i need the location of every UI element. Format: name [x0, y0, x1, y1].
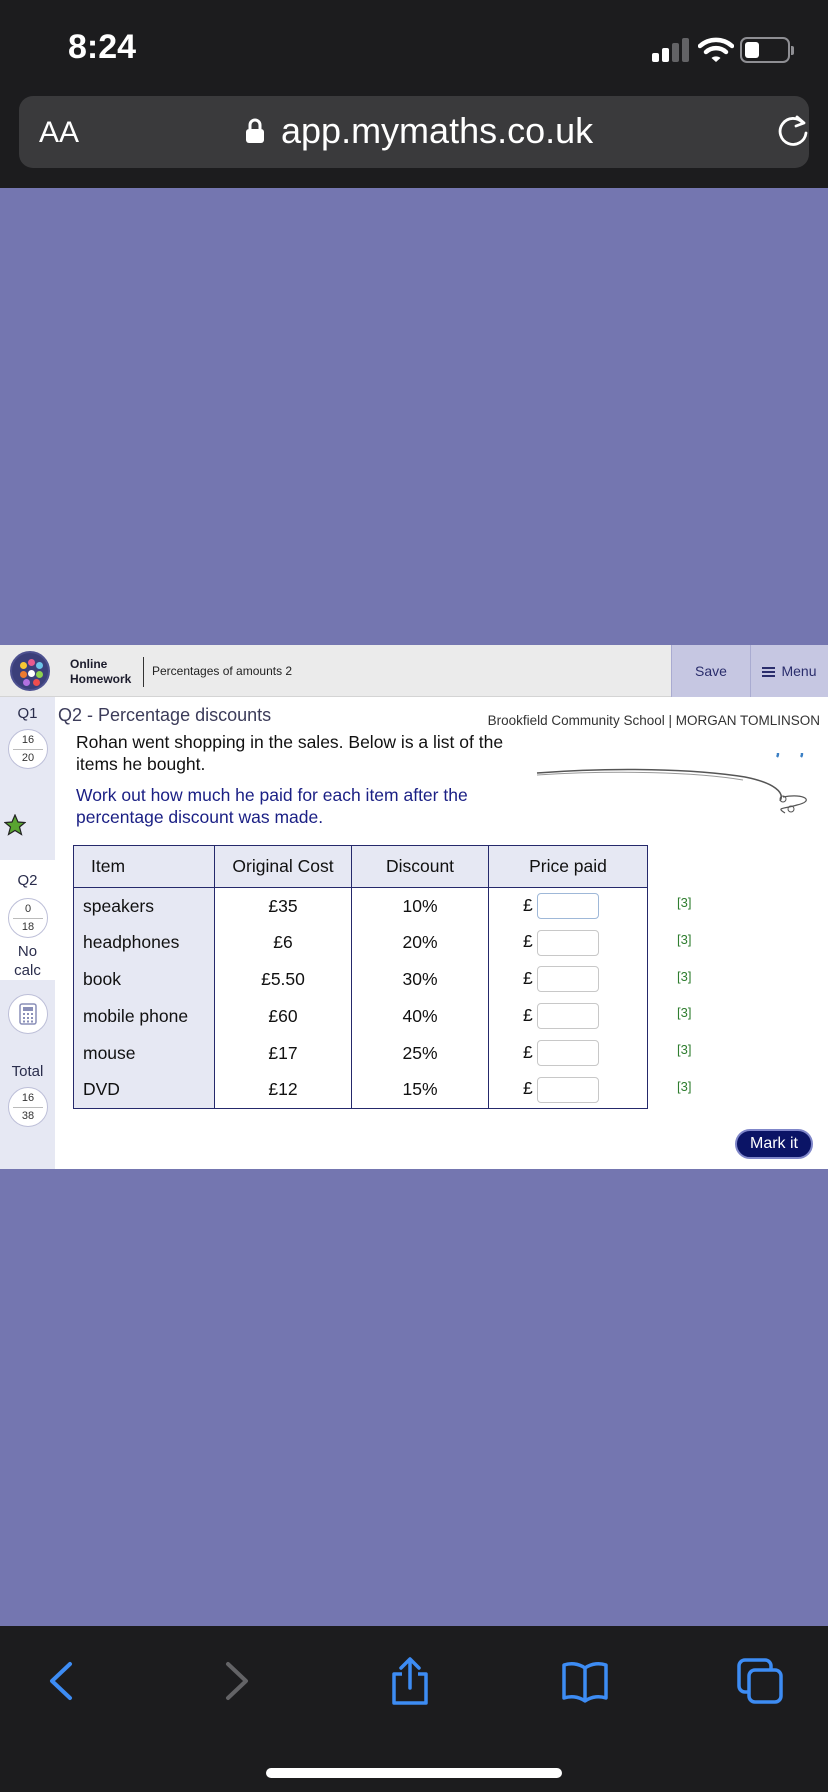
topic-title: Percentages of amounts 2	[152, 664, 293, 678]
lock-icon	[245, 118, 265, 144]
item-cost: £60	[215, 998, 352, 1035]
status-time: 8:24	[68, 28, 137, 66]
item-cost: £17	[215, 1035, 352, 1072]
total-score-total: 38	[21, 1110, 35, 1122]
table-row	[74, 1071, 648, 1108]
browser-chrome	[0, 0, 828, 188]
item-name: headphones	[74, 924, 215, 961]
brand-line-2: Homework	[70, 672, 132, 686]
table-row	[74, 888, 648, 925]
item-discount: 30%	[352, 961, 489, 998]
question-sidebar	[0, 697, 55, 1169]
marks-badge: [3]	[677, 895, 692, 910]
items-table	[73, 845, 648, 1109]
price-paid-input-headphones[interactable]	[537, 930, 599, 956]
price-paid-input-mobile-phone[interactable]	[537, 1003, 599, 1029]
item-discount: 25%	[352, 1035, 489, 1072]
text-size-button[interactable]	[39, 116, 79, 150]
col-discount: Discount	[352, 846, 489, 888]
price-paid-cell	[489, 1035, 648, 1072]
save-button[interactable]: Save	[671, 645, 750, 697]
price-paid-cell	[489, 924, 648, 961]
col-item: Item	[74, 846, 215, 888]
price-paid-cell	[489, 1071, 648, 1108]
share-icon[interactable]	[385, 1656, 435, 1706]
app-header	[0, 645, 828, 697]
total-score-value: 16	[21, 1092, 35, 1104]
price-paid-input-speakers[interactable]	[537, 893, 599, 919]
calculator-button[interactable]	[8, 994, 48, 1034]
wifi-icon	[698, 36, 734, 64]
col-original-cost: Original Cost	[215, 846, 352, 888]
no-calc-label	[0, 942, 55, 980]
pound-sign: £	[523, 1004, 533, 1025]
price-paid-input-book[interactable]	[537, 966, 599, 992]
pound-sign: £	[523, 1078, 533, 1099]
battery-icon	[740, 37, 790, 63]
tabs-icon[interactable]	[735, 1656, 785, 1706]
price-paid-cell	[489, 888, 648, 925]
bookmarks-icon[interactable]	[560, 1656, 610, 1706]
mymaths-logo	[10, 651, 50, 691]
q2-score	[8, 898, 48, 938]
home-indicator	[266, 1768, 562, 1778]
q1-label: Q1	[17, 705, 38, 722]
menu-button[interactable]	[750, 645, 828, 697]
homework-panel	[0, 645, 828, 1169]
question-intro: Rohan went shopping in the sales. Below is a list of the items he bought.	[76, 732, 504, 774]
item-discount: 10%	[352, 888, 489, 925]
table-row	[74, 1035, 648, 1072]
total-label-text: Total	[11, 1063, 44, 1080]
mark-it-button[interactable]: Mark it	[735, 1129, 813, 1159]
item-discount: 15%	[352, 1071, 489, 1108]
item-discount: 40%	[352, 998, 489, 1035]
no-calc-line-2: calc	[14, 962, 41, 979]
pound-sign: £	[523, 1041, 533, 1062]
item-name: book	[74, 961, 215, 998]
brand-line-1: Online	[70, 657, 108, 671]
text-size-label: AA	[39, 116, 80, 149]
hamburger-icon	[762, 667, 775, 677]
reload-icon[interactable]	[775, 113, 811, 149]
q1-score-value: 16	[21, 734, 35, 746]
header-divider	[143, 657, 144, 687]
total-score	[8, 1087, 48, 1127]
marks-badge: [3]	[677, 1079, 692, 1094]
item-name: speakers	[74, 888, 215, 925]
item-name: mouse	[74, 1035, 215, 1072]
url-text[interactable]: app.mymaths.co.uk	[281, 110, 594, 151]
table-row	[74, 961, 648, 998]
pound-sign: £	[523, 968, 533, 989]
question-task: Work out how much he paid for each item after the percentage discount was made.	[76, 785, 468, 827]
marks-badge: [3]	[677, 932, 692, 947]
calculator-icon	[19, 1003, 37, 1025]
item-cost: £35	[215, 888, 352, 925]
item-cost: £6	[215, 924, 352, 961]
q2-label: Q2	[17, 872, 38, 889]
q2-score-total: 18	[21, 921, 35, 933]
table-row	[74, 998, 648, 1035]
menu-label: Menu	[781, 663, 817, 679]
total-label	[0, 1063, 55, 1080]
marks-badge: [3]	[677, 1005, 692, 1020]
browser-toolbar	[0, 1626, 828, 1792]
price-paid-input-mouse[interactable]	[537, 1040, 599, 1066]
signal-icon	[652, 38, 690, 62]
q1-score	[8, 729, 48, 769]
item-name: mobile phone	[74, 998, 215, 1035]
marks-badge: [3]	[677, 1042, 692, 1057]
item-cost: £12	[215, 1071, 352, 1108]
price-paid-cell	[489, 998, 648, 1035]
school-student: Brookfield Community School | MORGAN TOMLINSON	[487, 713, 820, 728]
item-discount: 20%	[352, 924, 489, 961]
marks-badge: [3]	[677, 969, 692, 984]
table-row	[74, 924, 648, 961]
question-title: Q2 - Percentage discounts	[58, 705, 272, 725]
brand-label	[70, 657, 131, 687]
item-name: DVD	[74, 1071, 215, 1108]
q2-score-value: 0	[24, 903, 32, 915]
price-paid-input-dvd[interactable]	[537, 1077, 599, 1103]
back-icon[interactable]	[38, 1656, 88, 1706]
url-bar[interactable]	[19, 96, 809, 168]
price-paid-cell	[489, 961, 648, 998]
col-price-paid: Price paid	[489, 846, 648, 888]
forward-icon[interactable]	[210, 1656, 260, 1706]
q1-score-total: 20	[21, 752, 35, 764]
pound-sign: £	[523, 931, 533, 952]
no-calc-line-1: No	[17, 943, 38, 960]
item-cost: £5.50	[215, 961, 352, 998]
star-icon	[4, 814, 26, 836]
pound-sign: £	[523, 894, 533, 915]
